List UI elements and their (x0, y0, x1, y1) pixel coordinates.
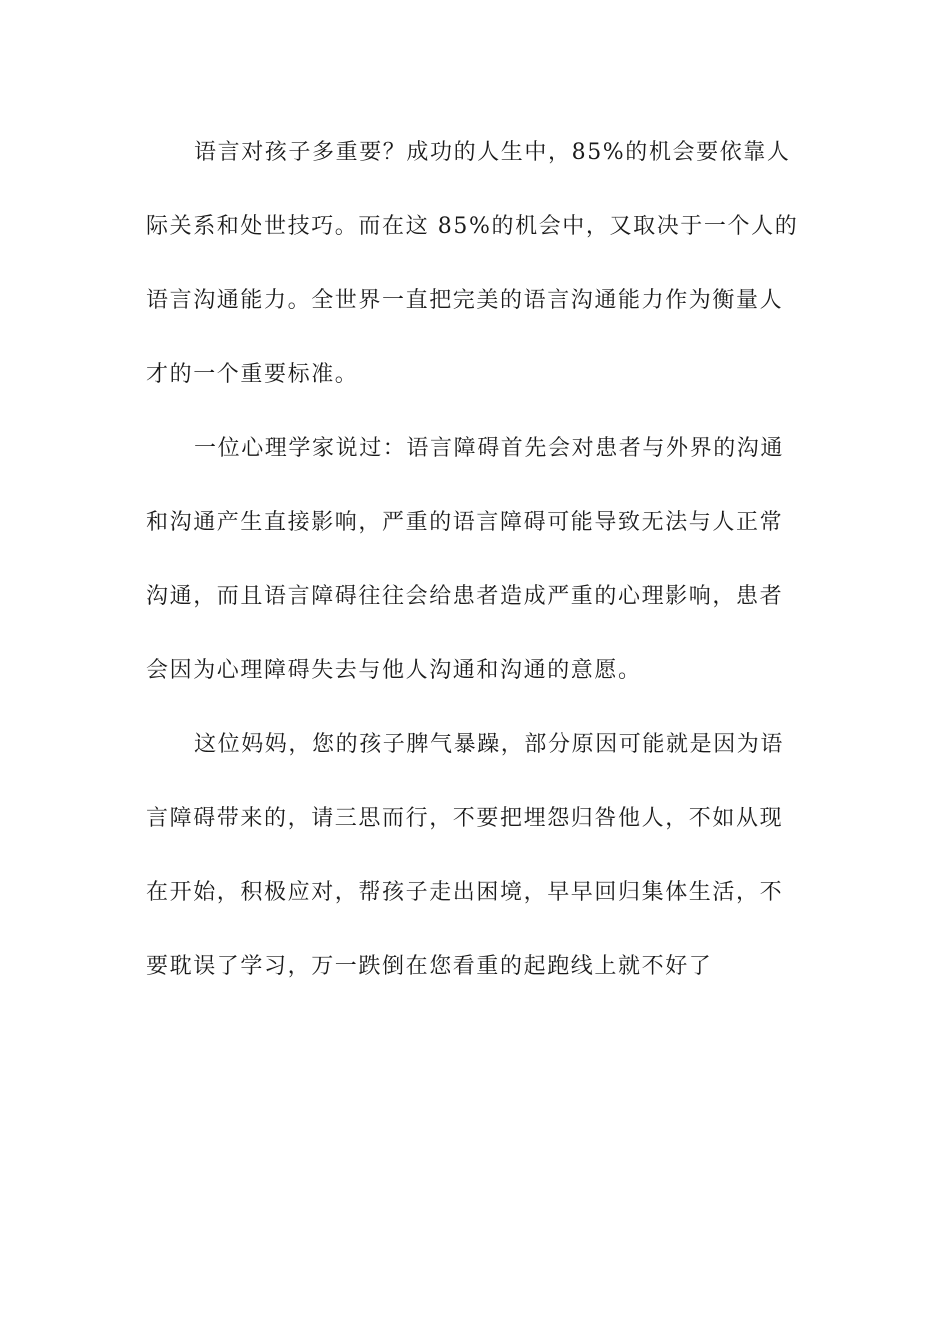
paragraph-3 (146, 715, 796, 1011)
paragraph-line: 会因为心理障碍失去与他人沟通和沟通的意愿。 (146, 658, 642, 683)
paragraph-line: 一位心理学家说过：语言障碍首先会对患者与外界的沟通 (194, 436, 785, 461)
paragraph-line: 在开始，积极应对，帮孩子走出困境，早早回归集体生活，不 (146, 880, 784, 905)
paragraph-1 (146, 123, 799, 419)
paragraph-line: 才的一个重要标准。 (146, 362, 359, 387)
paragraph-line: 沟通，而且语言障碍往往会给患者造成严重的心理影响，患者 (146, 584, 784, 609)
paragraph-2 (146, 419, 796, 715)
paragraph-line: 际关系和处世技巧。而在这 85%的机会中，又取决于一个人的 (146, 214, 799, 239)
paragraph-line: 语言对孩子多重要？成功的人生中，85%的机会要依靠人 (194, 140, 791, 165)
document-body (146, 123, 799, 1011)
paragraph-line: 语言沟通能力。全世界一直把完美的语言沟通能力作为衡量人 (146, 288, 784, 313)
paragraph-line: 言障碍带来的，请三思而行，不要把埋怨归咎他人，不如从现 (146, 806, 784, 831)
paragraph-line: 和沟通产生直接影响，严重的语言障碍可能导致无法与人正常 (146, 510, 784, 535)
paragraph-line: 这位妈妈，您的孩子脾气暴躁，部分原因可能就是因为语 (194, 732, 785, 757)
paragraph-line: 要耽误了学习，万一跌倒在您看重的起跑线上就不好了 (146, 954, 713, 979)
